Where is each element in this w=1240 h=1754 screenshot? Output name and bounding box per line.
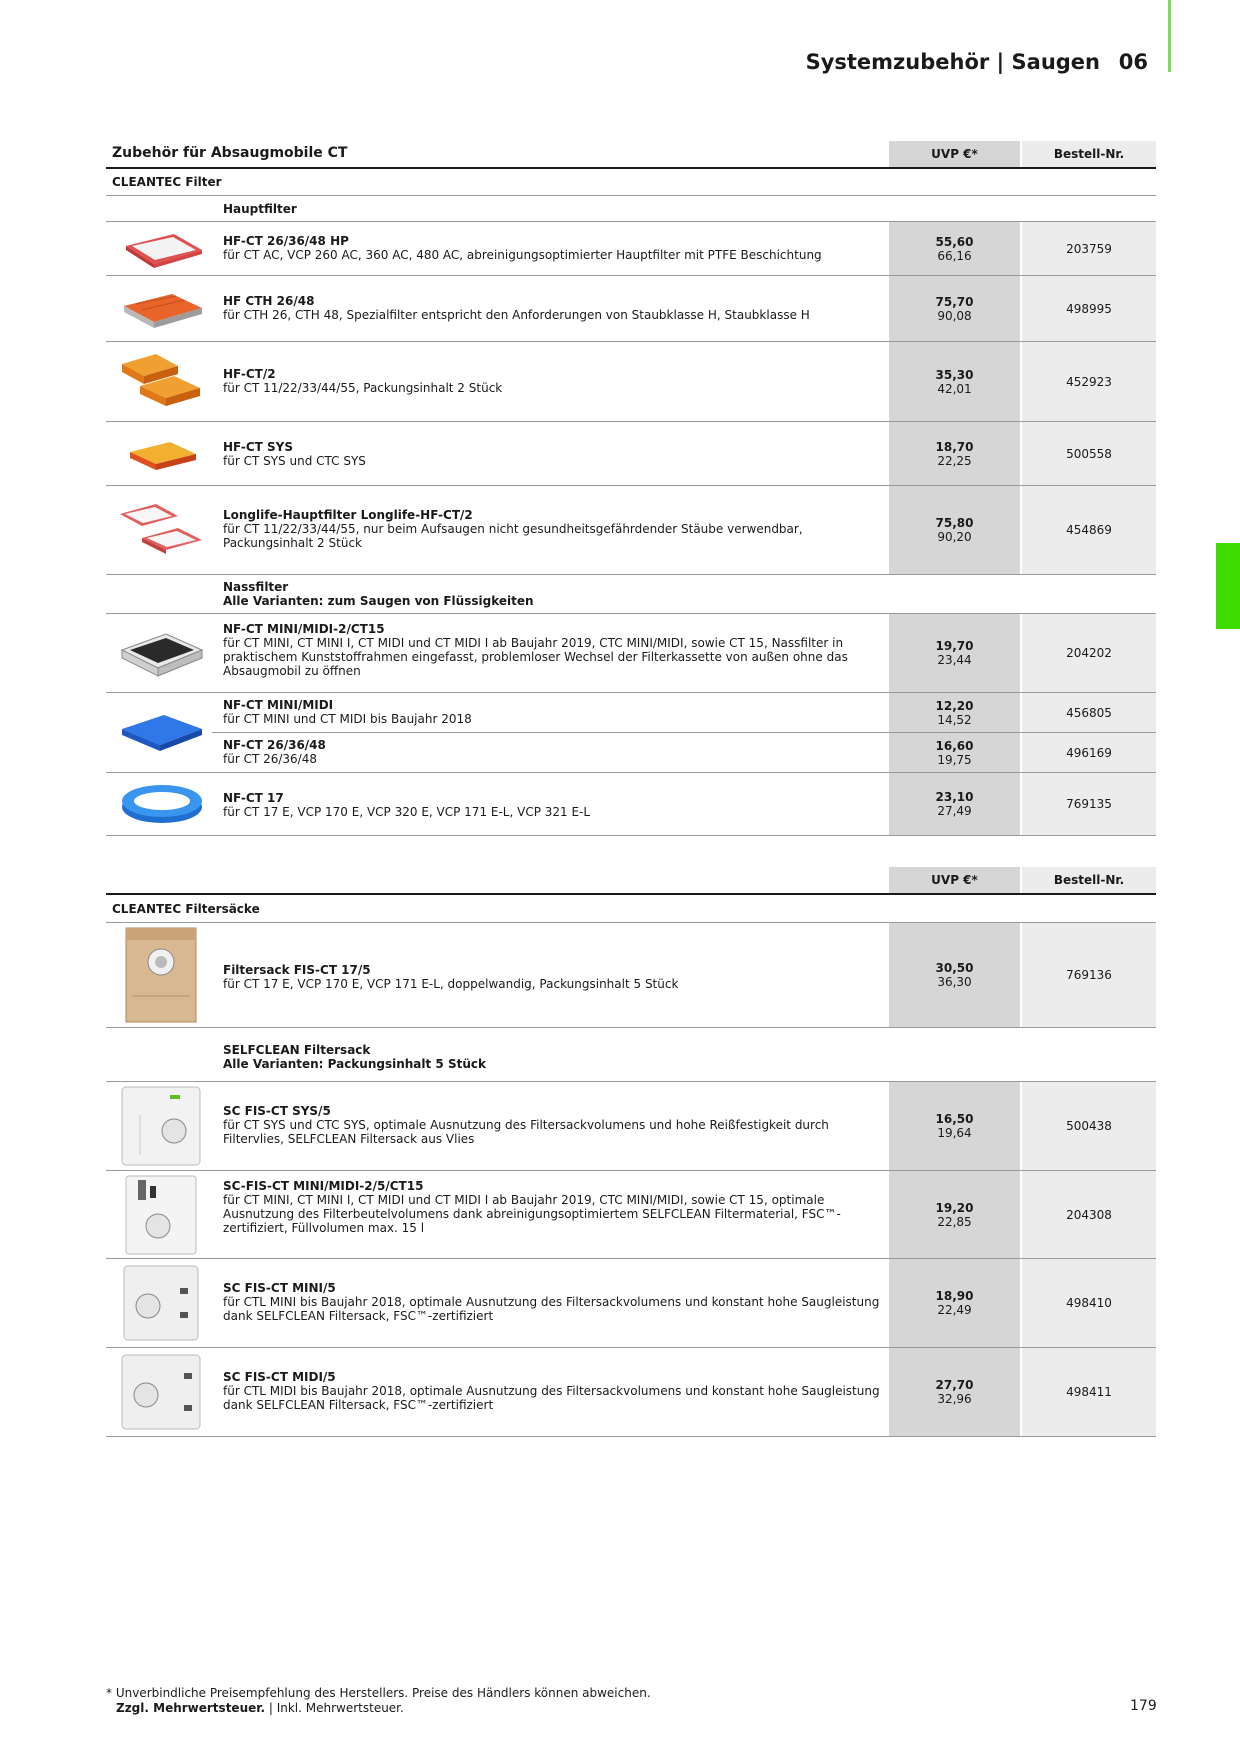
product-description: für CT 17 E, VCP 170 E, VCP 171 E-L, doppelwandig, Packungsinhalt 5 Stück [223,977,679,991]
product-description: für CT SYS und CTC SYS [223,454,366,468]
product-name: Longlife-Hauptfilter Longlife-HF-CT/2 [223,508,473,522]
price-net: 23,10 [935,790,974,804]
price-cell [889,222,1020,275]
section-heading: CLEANTEC Filtersäcke [112,902,260,916]
header-accent-line [1168,0,1171,72]
panel-filter-orange-pair-icon [116,350,208,412]
order-number: 498410 [1022,1259,1156,1347]
uvp-column-header: UVP €* [889,867,1020,893]
price-net: 19,20 [935,1200,974,1215]
page-section-title: Systemzubehör | Saugen [805,50,1100,74]
price-cell [889,422,1020,485]
order-number: 204202 [1022,614,1156,692]
price-gross: 19,75 [937,752,972,767]
product-description: für CT MINI, CT MINI I, CT MIDI und CT MIDI I ab Baujahr 2019, CTC MINI/MIDI, sowie CT 15, optimale Ausnutzung des Filterbeutelvolumens dank abreinigungsoptimiertem SELFCLEAN Filtermaterial, FSC™-zertifiziert, Füllvolumen max. 15 l [223,1193,841,1235]
foam-ring-blue-icon [116,779,208,829]
order-number-column-header: Bestell-Nr. [1022,141,1156,167]
product-name: HF-CT SYS [223,440,293,454]
price-net: 18,90 [935,1289,974,1303]
panel-filter-white-red-icon [116,228,208,270]
order-number: 500438 [1022,1082,1156,1170]
chapter-number: 06 [1118,50,1148,74]
product-name: NF-CT 17 [223,791,284,805]
price-gross: 27,49 [937,804,972,818]
table-row [106,222,1156,275]
product-name: Filtersack FIS-CT 17/5 [223,963,371,977]
table-row [106,773,1156,835]
page-number: 179 [1130,1698,1157,1714]
product-name: HF CTH 26/48 [223,294,315,308]
panel-filter-white-red-pair-icon [116,498,208,560]
price-gross: 22,85 [937,1214,972,1229]
price-cell [889,923,1020,1027]
product-name: NF-CT MINI/MIDI-2/CT15 [223,622,385,636]
order-number: 500558 [1022,422,1156,485]
product-name: SC FIS-CT MIDI/5 [223,1370,336,1384]
price-net: 30,50 [935,961,974,975]
table-row [106,342,1156,421]
panel-filter-orange-icon [116,286,208,330]
price-cell [889,1348,1020,1436]
price-gross: 36,30 [937,975,972,989]
price-gross: 23,44 [937,653,972,667]
product-description: für CT MINI und CT MIDI bis Baujahr 2018 [223,712,472,726]
order-number: 498411 [1022,1348,1156,1436]
order-number: 769136 [1022,923,1156,1027]
product-name: NF-CT 26/36/48 [223,738,326,752]
table-row [106,276,1156,341]
price-cell [889,276,1020,341]
table-row [106,693,1156,732]
divider [106,167,1156,169]
price-gross: 42,01 [937,381,972,396]
price-cell [889,342,1020,421]
product-description: für CT 17 E, VCP 170 E, VCP 320 E, VCP 171 E-L, VCP 321 E-L [223,805,591,819]
table-header [106,141,1156,167]
price-cell [889,1082,1020,1170]
price-net: 75,80 [935,516,974,530]
divider [106,835,1156,836]
order-number: 203759 [1022,222,1156,275]
product-description: für CT 11/22/33/44/55, Packungsinhalt 2 Stück [223,381,503,395]
price-net: 27,70 [935,1378,974,1392]
subsection-note: Alle Varianten: zum Saugen von Flüssigkeiten [223,594,534,608]
table-row [106,733,1156,772]
table-row [106,614,1156,692]
product-description: für CT MINI, CT MINI I, CT MIDI und CT MIDI I ab Baujahr 2019, CTC MINI/MIDI, sowie CT 15, Nassfilter in praktischem Kunststoffrahmen eingefasst, problemloser Wechsel der Filterkassette von außen ohne das Absaugmobil zu öffnen [223,636,848,678]
price-disclaimer: * Unverbindliche Preisempfehlung des Herstellers. Preise des Händlers können abweichen. [106,1686,651,1700]
filter-bag-fleece-icon [120,1262,202,1344]
price-cell [889,1171,1020,1258]
divider [106,893,1156,895]
price-gross: 14,52 [937,712,972,727]
filter-bag-paper-icon [124,926,198,1024]
divider [106,195,1156,196]
product-name: SC FIS-CT SYS/5 [223,1104,331,1118]
product-description: für CT SYS und CTC SYS, optimale Ausnutzung des Filtersackvolumens und hohe Reißfestigkeit durch Filtervlies, SELFCLEAN Filtersack aus Vlies [223,1118,829,1146]
price-net: 12,20 [935,698,974,713]
product-description: für CT 26/36/48 [223,752,317,766]
table-row [106,1348,1156,1436]
price-net: 55,60 [935,234,974,249]
filter-bag-fleece-icon [120,1351,202,1433]
filter-bag-fleece-icon [120,1174,202,1256]
price-gross: 90,20 [937,530,972,544]
price-net: 16,50 [935,1112,974,1126]
product-name: NF-CT MINI/MIDI [223,698,334,712]
subsection-note: Alle Varianten: Packungsinhalt 5 Stück [223,1057,486,1071]
divider [106,1027,1156,1028]
price-gross: 19,64 [937,1126,972,1140]
table-header [106,867,1156,893]
divider [106,1436,1156,1437]
filter-bag-fleece-icon [120,1085,202,1167]
price-cell [889,1259,1020,1347]
product-name: HF-CT 26/36/48 HP [223,234,349,248]
product-description: für CT AC, VCP 260 AC, 360 AC, 480 AC, abreinigungsoptimierter Hauptfilter mit PTFE Beschichtung [223,248,822,262]
subsection-heading: SELFCLEAN Filtersack [223,1043,371,1057]
price-gross: 22,25 [937,453,972,468]
price-cell [889,733,1020,772]
price-net: 18,70 [935,439,974,454]
table-row [106,422,1156,485]
panel-filter-orange-small-icon [116,432,208,476]
order-number: 496169 [1022,733,1156,772]
order-number: 456805 [1022,693,1156,732]
price-gross: 90,08 [937,308,972,323]
footnote [106,1686,651,1716]
section-heading: CLEANTEC Filter [112,175,222,189]
price-gross: 22,49 [937,1303,972,1317]
product-description: für CTL MINI bis Baujahr 2018, optimale Ausnutzung des Filtersackvolumens und konstant hohe Saugleistung dank SELFCLEAN Filtersack, FSC™-zertifiziert [223,1295,880,1323]
vat-note: | Inkl. Mehrwertsteuer. [265,1701,404,1715]
subsection-heading: Nassfilter [223,580,289,594]
price-net: 75,70 [935,294,974,309]
uvp-column-header: UVP €* [889,141,1020,167]
order-number-column-header: Bestell-Nr. [1022,867,1156,893]
order-number: 204308 [1022,1171,1156,1258]
order-number: 498995 [1022,276,1156,341]
product-name: SC-FIS-CT MINI/MIDI-2/5/CT15 [223,1179,424,1193]
price-net: 16,60 [935,738,974,753]
chapter-tab-marker [1216,543,1240,629]
product-description: für CTH 26, CTH 48, Spezialfilter entspricht den Anforderungen von Staubklasse H, Staubklasse H [223,308,810,322]
price-cell [889,773,1020,835]
table-row [106,486,1156,574]
subsection-heading: Hauptfilter [223,202,297,216]
vat-note-bold: Zzgl. Mehrwertsteuer. [116,1701,266,1715]
wet-filter-cassette-icon [116,620,208,686]
product-name: HF-CT/2 [223,367,276,381]
order-number: 769135 [1022,773,1156,835]
table-row [106,1082,1156,1170]
price-cell [889,614,1020,692]
product-description: für CTL MIDI bis Baujahr 2018, optimale Ausnutzung des Filtersackvolumens und konstant hohe Saugleistung dank SELFCLEAN Filtersack, FSC™-zertifiziert [223,1384,880,1412]
table-title: Zubehör für Absaugmobile CT [112,145,348,161]
price-gross: 66,16 [937,248,972,263]
table-row [106,1171,1156,1258]
price-net: 19,70 [935,639,974,653]
price-cell [889,486,1020,574]
order-number: 452923 [1022,342,1156,421]
product-description: für CT 11/22/33/44/55, nur beim Aufsaugen nicht gesundheitsgefährdender Stäube verwendbar, Packungsinhalt 2 Stück [223,522,803,550]
price-cell [889,693,1020,732]
table-row [106,1259,1156,1347]
price-net: 35,30 [935,367,974,382]
table-row [106,923,1156,1027]
order-number: 454869 [1022,486,1156,574]
divider [106,574,1156,575]
product-name: SC FIS-CT MINI/5 [223,1281,336,1295]
price-gross: 32,96 [937,1392,972,1406]
